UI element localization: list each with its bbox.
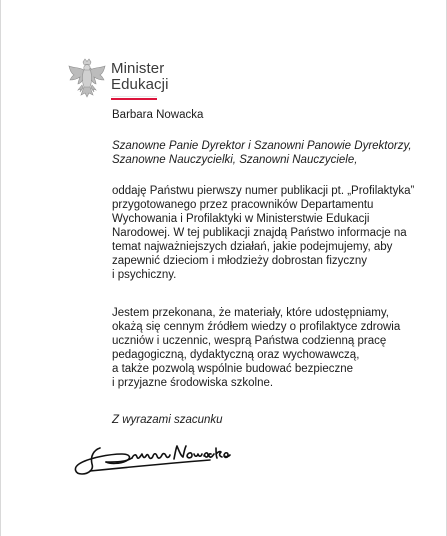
logo-line-1: Minister (111, 60, 165, 77)
author-name: Barbara Nowacka (112, 109, 204, 121)
paragraph-1 (112, 184, 414, 282)
paragraph-line: temat najważniejszych działań, jakie podejmujemy, aby (112, 241, 393, 253)
paragraph-line: i psychiczny. (112, 269, 177, 281)
paragraph-line: Jestem przekonana, że materiały, które udostępniamy, (112, 307, 389, 319)
paragraph-line: a także pozwolą wspólnie budować bezpieczne (112, 363, 354, 375)
greeting-line: Szanowne Nauczycielki, Szanowni Nauczyciele, (112, 154, 358, 166)
paragraph-line: i przyjazne środowiska szkolne. (112, 377, 274, 389)
paragraph-2 (112, 306, 400, 390)
ministry-logo-text (111, 61, 169, 93)
paragraph-line: uczniów i uczennic, wesprą Państwa codzienną pracę (112, 335, 387, 347)
closing-salutation: Z wyrazami szacunku (112, 414, 223, 426)
paragraph-line: pedagogiczną, dydaktyczną oraz wychowawczą, (112, 349, 360, 361)
handwritten-signature-icon (70, 424, 240, 480)
logo-line-2: Edukacji (111, 76, 169, 93)
polish-eagle-emblem-icon (67, 58, 107, 100)
page-border-left (0, 0, 1, 536)
paragraph-line: Narodowej. W tej publikacji znajdą Państwo informacje na (112, 227, 407, 239)
greeting (112, 139, 412, 167)
paragraph-line: Wychowania i Profilaktyki w Ministerstwie Edukacji (112, 213, 370, 225)
paragraph-line: zapewnić dzieciom i młodzieży dobrostan fizyczny (112, 255, 368, 267)
greeting-line: Szanowne Panie Dyrektor i Szanowni Panowie Dyrektorzy, (112, 140, 412, 152)
flag-stripe-red (111, 98, 157, 100)
paragraph-line: okażą się cennym źródłem wiedzy o profilaktyce zdrowia (112, 321, 401, 333)
paragraph-line: oddaję Państwu pierwszy numer publikacji pt. „Profilaktyka” (112, 185, 415, 197)
paragraph-line: przygotowanego przez pracowników Departamentu (112, 199, 374, 211)
flag-stripe-white (111, 96, 157, 97)
